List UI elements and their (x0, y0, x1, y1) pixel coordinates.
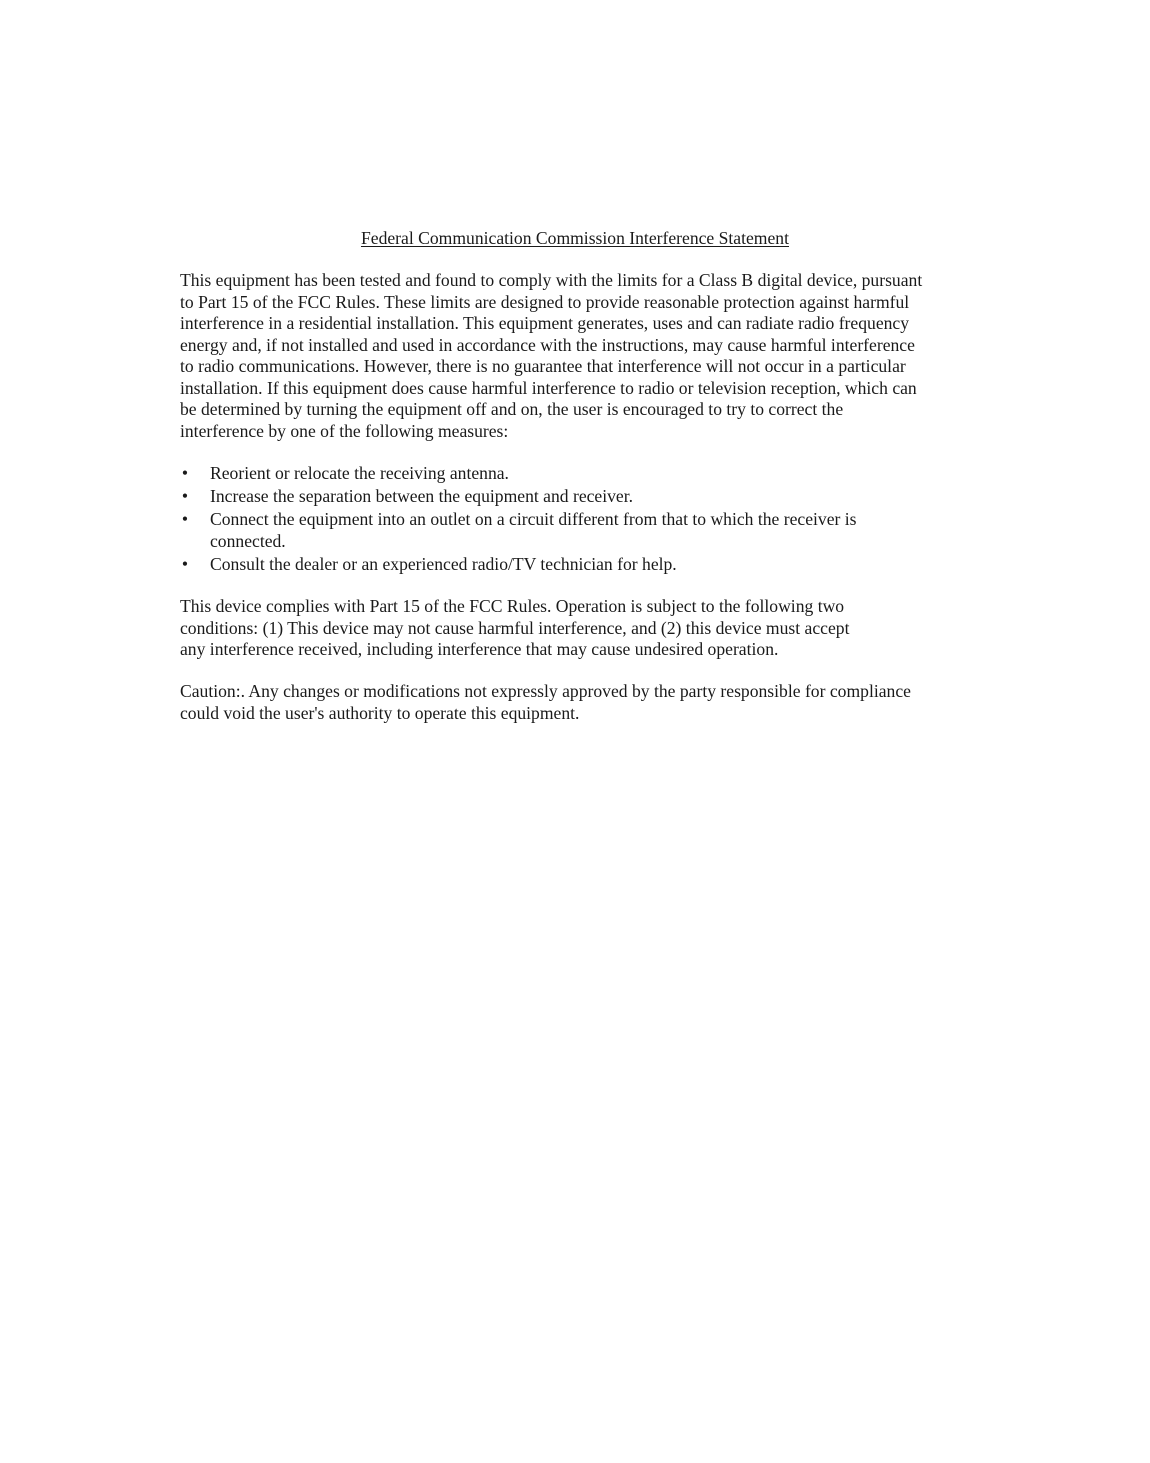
document-title: Federal Communication Commission Interference Statement (360, 228, 789, 248)
paragraph-line: energy and, if not installed and used in accordance with the instructions, may cause harmful interference (180, 334, 915, 355)
paragraph-line: to Part 15 of the FCC Rules. These limits are designed to provide reasonable protection against harmful (180, 291, 910, 312)
paragraph-line: to radio communications. However, there is no guarantee that interference will not occur in a particular (180, 356, 906, 376)
list-item-line: Connect the equipment into an outlet on a circuit different from that to which the receiver is (210, 509, 857, 529)
paragraph-line: any interference received, including interference that may cause undesired operation. (180, 639, 779, 659)
list-item (180, 463, 980, 485)
compliance-paragraph (180, 596, 980, 661)
list-item (180, 486, 980, 508)
bullet-icon: • (181, 463, 189, 483)
list-item (180, 554, 980, 576)
paragraph-line: Caution:. Any changes or modifications not expressly approved by the party responsible for compliance (180, 681, 911, 701)
paragraph-line: interference by one of the following measures: (180, 420, 509, 441)
paragraph-line: conditions: (1) This device may not cause harmful interference, and (2) this device must accept (180, 617, 850, 638)
list-item-line: connected. (210, 530, 286, 551)
interference-statement-paragraph (180, 270, 980, 442)
measures-list (180, 463, 980, 575)
bullet-icon: • (181, 486, 189, 506)
caution-paragraph (180, 681, 980, 724)
bullet-icon: • (181, 553, 189, 574)
paragraph-line: This device complies with Part 15 of the FCC Rules. Operation is subject to the following two (180, 596, 845, 616)
list-item-line: Reorient or relocate the receiving antenna. (210, 463, 509, 483)
paragraph-line: interference in a residential installation. This equipment generates, uses and can radiate radio frequency (180, 313, 910, 333)
list-item (180, 509, 980, 552)
paragraph-line: This equipment has been tested and found to comply with the limits for a Class B digital device, pursuant (180, 270, 923, 290)
paragraph-line: be determined by turning the equipment off and on, the user is encouraged to try to correct the (180, 399, 844, 419)
paragraph-line: installation. If this equipment does cause harmful interference to radio or television reception, which can (180, 377, 917, 398)
bullet-icon: • (181, 509, 189, 529)
paragraph-line: could void the user's authority to operate this equipment. (180, 702, 580, 723)
list-item-line: Consult the dealer or an experienced radio/TV technician for help. (210, 553, 677, 574)
list-item-line: Increase the separation between the equipment and receiver. (210, 486, 634, 506)
